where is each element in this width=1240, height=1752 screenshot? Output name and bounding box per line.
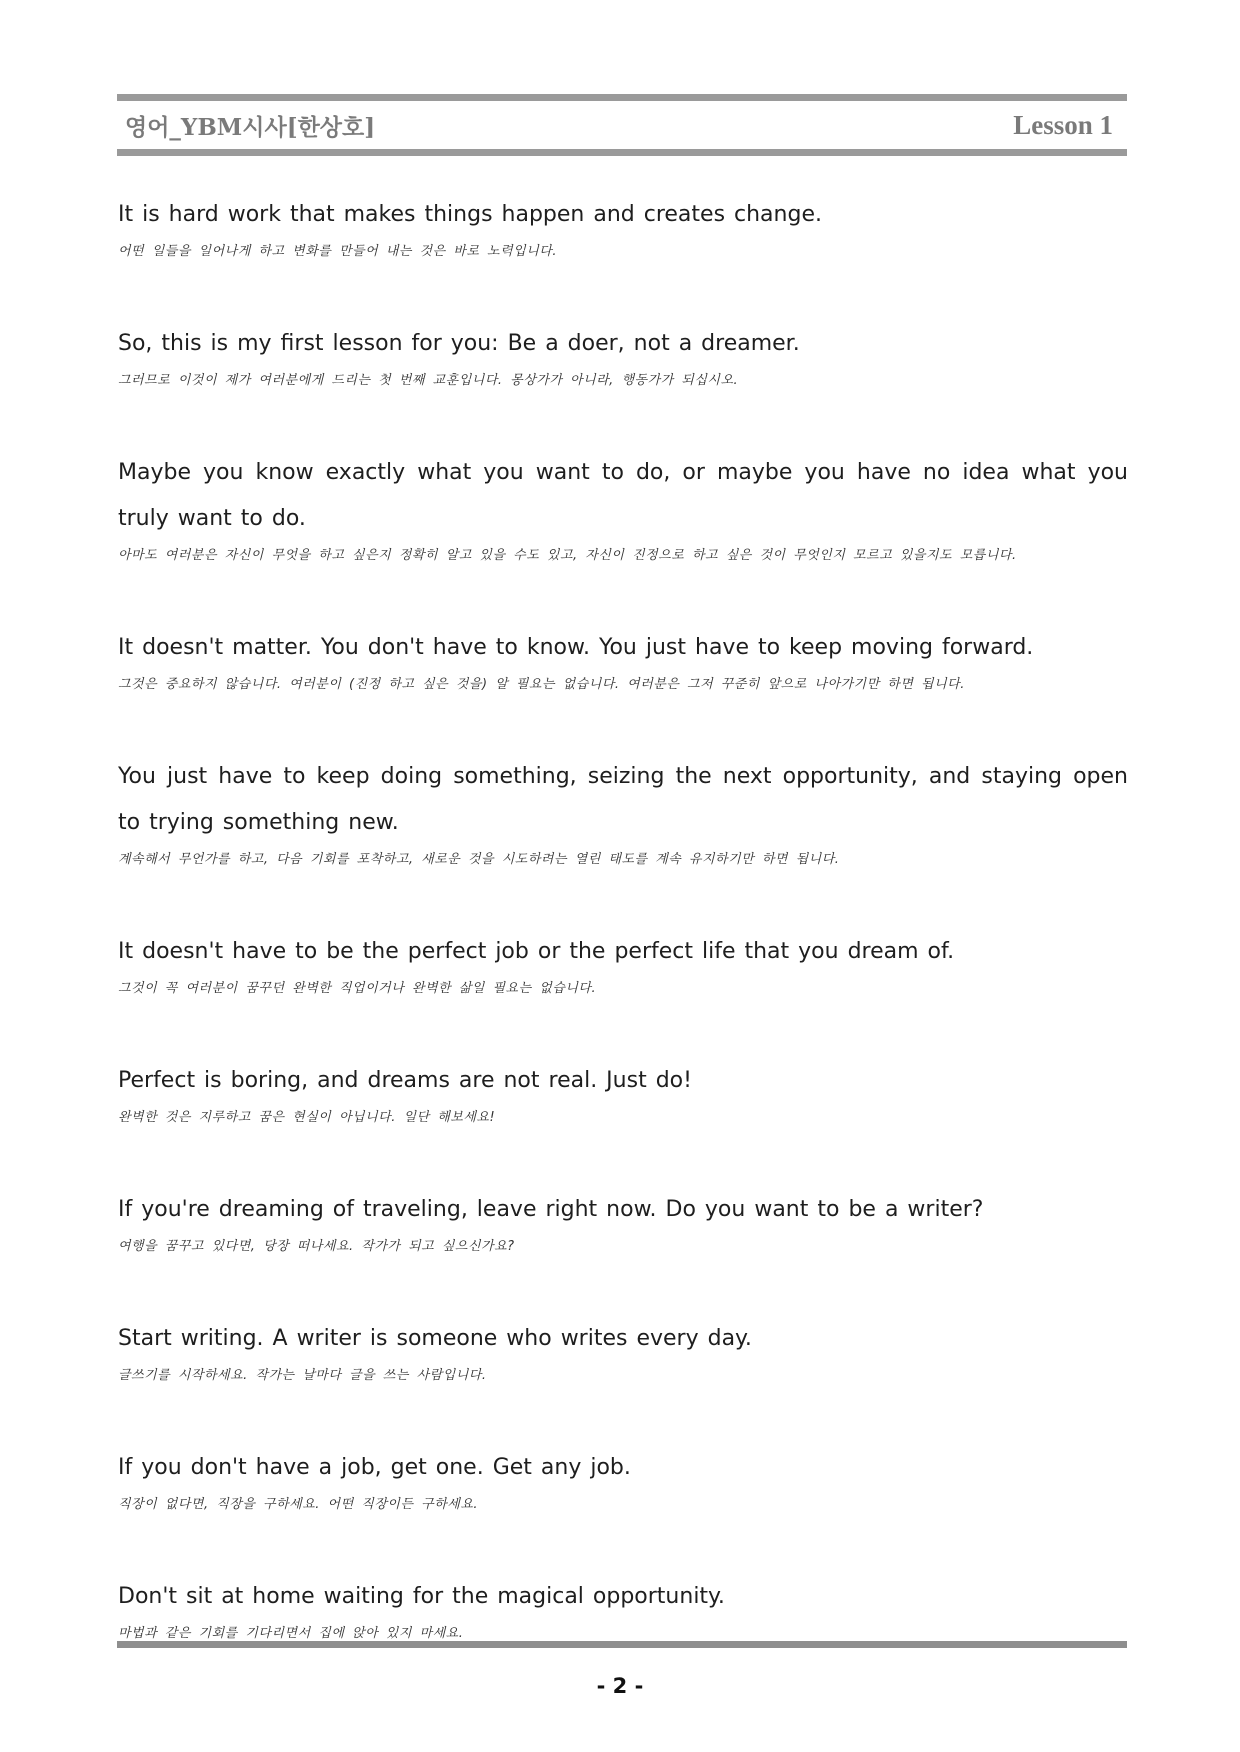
korean-translation: 여행을 꿈꾸고 있다면, 당장 떠나세요. 작가가 되고 싶으신가요? [118,1239,515,1254]
english-sentence: You just have to keep doing something, seizing the next opportunity, and staying open to trying something new. [118,764,1128,835]
sentence-pair [118,450,1128,566]
sentence-pair [118,1574,1128,1644]
korean-translation: 글쓰기를 시작하세요. 작가는 날마다 글을 쓰는 사람입니다. [118,1368,487,1383]
sentence-pair [118,1187,1128,1257]
korean-translation: 어떤 일들을 일어나게 하고 변화를 만들어 내는 것은 바로 노력입니다. [118,244,557,259]
english-sentence: Perfect is boring, and dreams are not real. Just do! [118,1068,692,1093]
sentence-pair [118,321,1128,391]
footer-rule [117,1641,1127,1648]
header-lesson: Lesson 1 [1013,109,1113,140]
english-sentence: It doesn't have to be the perfect job or the perfect life that you dream of. [118,939,955,964]
header-bottom-rule [117,149,1127,156]
sentence-pair [118,192,1128,262]
sentence-pair [118,1316,1128,1386]
english-sentence: It is hard work that makes things happen and creates change. [118,202,822,227]
document-body [118,192,1128,1644]
sentence-pair [118,1445,1128,1515]
korean-translation: 그러므로 이것이 제가 여러분에게 드리는 첫 번째 교훈입니다. 몽상가가 아니라, 행동가가 되십시오. [118,373,739,388]
sentence-pair [118,625,1128,695]
english-sentence: So, this is my first lesson for you: Be a doer, not a dreamer. [118,331,800,356]
korean-translation: 그것은 중요하지 않습니다. 여러분이 (진정 하고 싶은 것을) 알 필요는 없습니다. 여러분은 그저 꾸준히 앞으로 나아가기만 하면 됩니다. [118,677,965,692]
page-number: - 2 - [596,1674,644,1698]
sentence-pair [118,929,1128,999]
english-sentence: Start writing. A writer is someone who writes every day. [118,1326,752,1351]
page-header [117,94,1127,156]
english-sentence: Don't sit at home waiting for the magical opportunity. [118,1584,725,1609]
header-row [117,101,1127,149]
sentence-pair [118,754,1128,870]
english-sentence: If you don't have a job, get one. Get any job. [118,1455,631,1480]
korean-translation: 그것이 꼭 여러분이 꿈꾸던 완벽한 직업이거나 완벽한 삶일 필요는 없습니다. [118,981,597,996]
korean-translation: 아마도 여러분은 자신이 무엇을 하고 싶은지 정확히 알고 있을 수도 있고, 자신이 진정으로 하고 싶은 것이 무엇인지 모르고 있을지도 모릅니다. [118,548,1017,563]
korean-translation: 완벽한 것은 지루하고 꿈은 현실이 아닙니다. 일단 해보세요! [118,1110,496,1125]
korean-translation: 계속해서 무언가를 하고, 다음 기회를 포착하고, 새로운 것을 시도하려는 열린 태도를 계속 유지하기만 하면 됩니다. [118,852,840,867]
sentence-pair [118,1058,1128,1128]
english-sentence: If you're dreaming of traveling, leave right now. Do you want to be a writer? [118,1197,984,1222]
english-sentence: It doesn't matter. You don't have to know. You just have to keep moving forward. [118,635,1034,660]
korean-translation: 마법과 같은 기회를 기다리면서 집에 앉아 있지 마세요. [118,1626,464,1641]
english-sentence: Maybe you know exactly what you want to do, or maybe you have no idea what you truly want to do. [118,460,1128,531]
korean-translation: 직장이 없다면, 직장을 구하세요. 어떤 직장이든 구하세요. [118,1497,479,1512]
header-top-rule [117,94,1127,101]
header-subject: 영어_YBM시사[한상호] [125,113,376,141]
